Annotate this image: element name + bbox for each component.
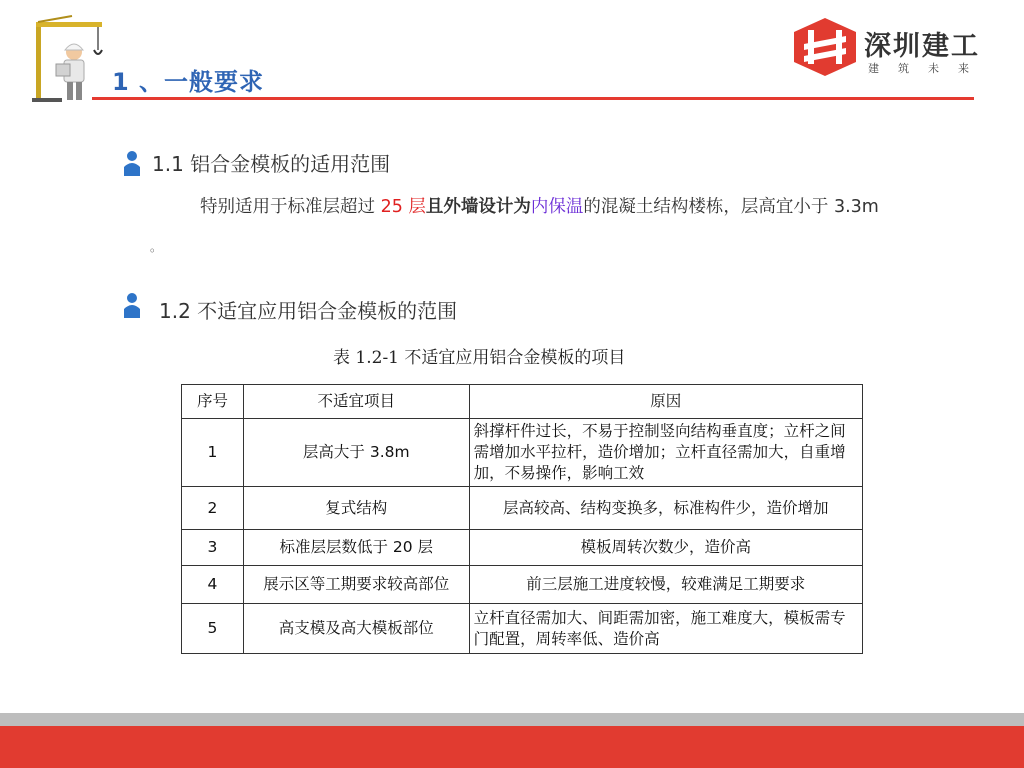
page-title: 1 、一般要求: [112, 68, 265, 96]
cell-index: 1: [182, 419, 244, 487]
cell-index: 3: [182, 530, 244, 566]
header-cell-item: 不适宜项目: [243, 385, 469, 419]
cell-item: 层高大于 3.8m: [243, 419, 469, 487]
cell-reason: 前三层施工进度较慢，较难满足工期要求: [469, 566, 862, 604]
header-cell-reason: 原因: [469, 385, 862, 419]
person-icon: [123, 150, 141, 176]
highlight-insulation: 内保温: [530, 197, 584, 217]
cell-reason: 立杆直径需加大、间距需加密，施工难度大，模板需专门配置，周转率低、造价高: [469, 604, 862, 654]
logo-subtitle: 建筑未来: [868, 62, 988, 75]
person-icon: [123, 292, 141, 318]
paragraph-tail: 。: [150, 240, 163, 254]
company-logo: [794, 18, 988, 78]
table-row: [182, 566, 863, 604]
cell-item: 标准层层数低于 20 层: [243, 530, 469, 566]
unsuitable-items-table: [181, 384, 863, 654]
cell-item: 复式结构: [243, 487, 469, 530]
cell-item: 展示区等工期要求较高部位: [243, 566, 469, 604]
section-heading-1-1: 1.1 铝合金模板的适用范围: [152, 152, 391, 176]
logo-name: 深圳建工: [864, 31, 980, 62]
table-row: [182, 604, 863, 654]
header-cell-index: 序号: [182, 385, 244, 419]
table-caption: 表 1.2-1 不适宜应用铝合金模板的项目: [333, 348, 626, 368]
paragraph-text: 且外墙设计为: [425, 197, 531, 217]
paragraph-text: 的混凝土结构楼栋，层高宜小于 3.3m: [583, 197, 879, 217]
cell-index: 2: [182, 487, 244, 530]
cell-reason: 斜撑杆件过长，不易于控制竖向结构垂直度；立杆之间需增加水平拉杆，造价增加；立杆直径需加大，自重增加，不易操作，影响工效: [469, 419, 862, 487]
table-row: [182, 419, 863, 487]
title-divider: [92, 97, 974, 100]
table-row: [182, 487, 863, 530]
highlight-floors: 25 层: [380, 197, 426, 217]
section-1-1-paragraph: [200, 193, 879, 218]
cell-index: 4: [182, 566, 244, 604]
cell-item: 高支模及高大模板部位: [243, 604, 469, 654]
table-header-row: [182, 385, 863, 419]
cell-reason: 模板周转次数少，造价高: [469, 530, 862, 566]
footer-gray-band: [0, 713, 1024, 726]
cell-reason: 层高较高、结构变换多，标准构件少，造价增加: [469, 487, 862, 530]
paragraph-text: 特别适用于标准层超过: [200, 197, 381, 217]
section-heading-1-2: 1.2 不适宜应用铝合金模板的范围: [159, 299, 458, 323]
table-row: [182, 530, 863, 566]
logo-mark-icon: [794, 18, 856, 76]
cell-index: 5: [182, 604, 244, 654]
footer-red-band: [0, 726, 1024, 768]
crane-worker-illustration: [32, 14, 106, 102]
